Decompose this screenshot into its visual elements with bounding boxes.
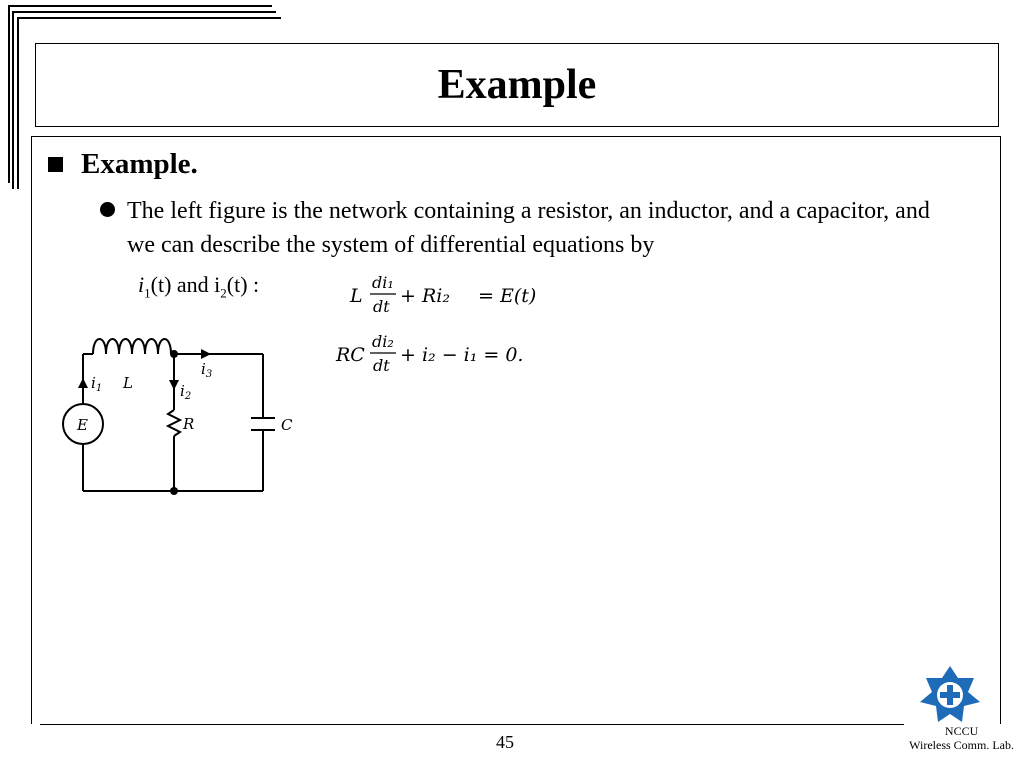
var-t1: (t) [150, 272, 172, 297]
nccu-logo-icon [918, 664, 982, 728]
bullet-paragraph: The left figure is the network containing a resistor, an inductor, and a capacitor, and we can describe the system of differential equations by [127, 198, 930, 258]
corner-decoration-v1 [8, 5, 10, 183]
square-bullet-icon [48, 157, 63, 172]
corner-decoration-h1 [8, 5, 272, 7]
round-bullet-icon [100, 202, 115, 217]
bullet-heading: Example. [81, 148, 198, 180]
node-top [170, 350, 178, 358]
eq2-numerator: di₂ [372, 332, 394, 351]
current-i1-label: $i_1$ [91, 374, 103, 394]
circuit-diagram [55, 326, 305, 498]
inductor-label: L [123, 374, 133, 392]
inductor-coil [93, 339, 171, 354]
equations [330, 270, 570, 390]
arrow-i2-icon [169, 380, 179, 390]
logo-stem [947, 685, 953, 705]
page-number: 45 [496, 732, 514, 752]
node-bottom [170, 487, 178, 495]
eq1-L: L [350, 285, 363, 307]
corner-decoration-h2 [12, 11, 276, 13]
arrow-i3-icon [201, 349, 211, 359]
lab-label [909, 724, 1014, 752]
eq1-rhs: = E(t) [478, 285, 537, 307]
capacitor-label: C [281, 416, 293, 434]
footer-line [40, 724, 904, 725]
eq1-rest: + Ri₂ [400, 285, 450, 307]
eq2-denominator: dt [373, 356, 390, 375]
arrow-i1-icon [78, 378, 88, 388]
resistor-label: R [183, 415, 195, 433]
current-i3-label: $i_3$ [201, 360, 213, 380]
bullet-level-2 [100, 194, 940, 262]
eq2-rest: + i₂ − i₁ = 0. [400, 344, 524, 366]
eq2-RC: RC [336, 344, 365, 366]
title-box [35, 43, 999, 127]
corner-decoration-h3 [17, 17, 281, 19]
var-t2: (t) : [226, 272, 260, 297]
source-label: E [77, 416, 88, 434]
var-sub2: 2 [220, 285, 227, 301]
corner-decoration-v3 [17, 17, 19, 189]
variables-line [138, 272, 259, 301]
var-sub1: 1 [144, 285, 151, 301]
var-i1: i [138, 272, 145, 297]
resistor-zigzag [168, 410, 180, 436]
var-and-i: and i [176, 272, 221, 297]
lab-name: Wireless Comm. Lab. [909, 738, 1014, 752]
org-name: NCCU [944, 724, 979, 738]
corner-decoration-v2 [12, 11, 14, 189]
eq1-numerator: di₁ [372, 273, 394, 292]
current-i2-label: $i_2$ [180, 382, 192, 402]
bullet-level-1 [48, 148, 198, 181]
slide-title: Example [437, 62, 597, 108]
eq1-denominator: dt [373, 297, 390, 316]
